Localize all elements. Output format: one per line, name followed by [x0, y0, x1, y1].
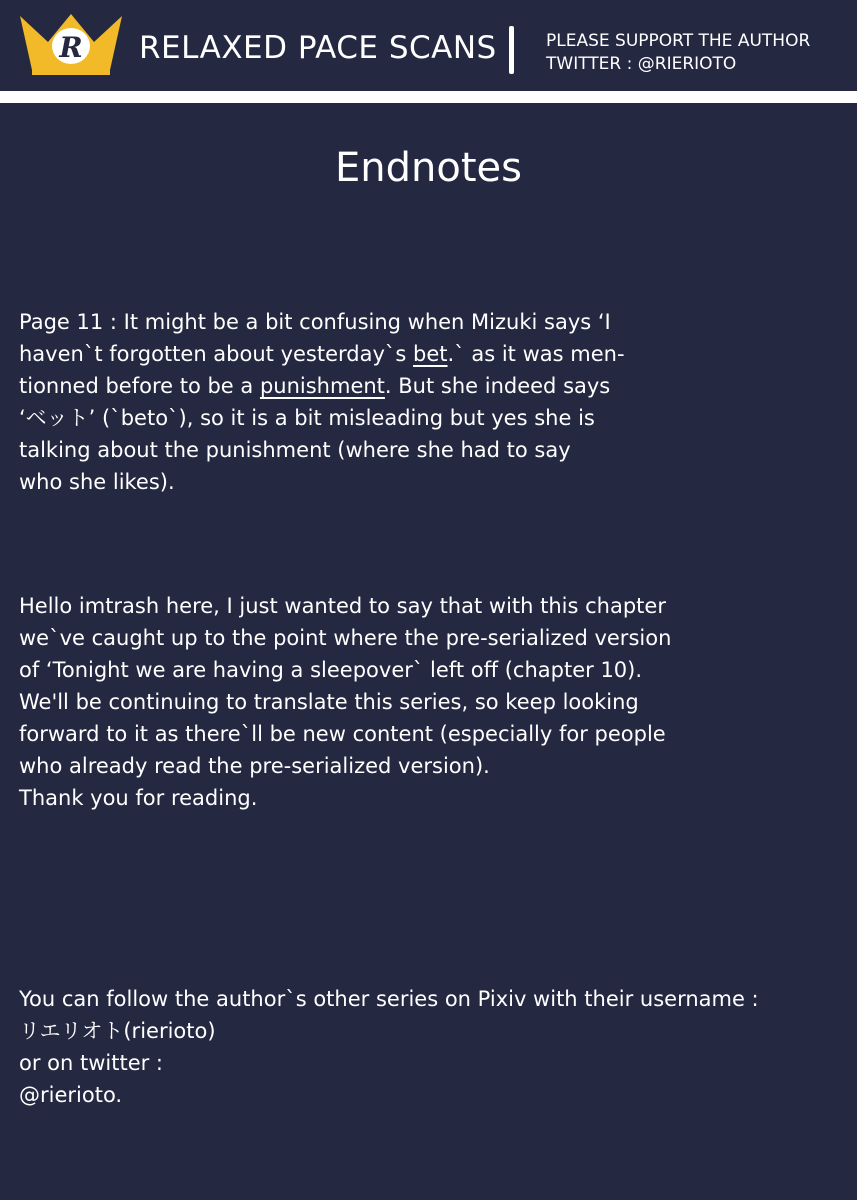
note2-line: Thank you for reading. [19, 786, 258, 810]
note1-line-3-after: . But she indeed says [384, 374, 611, 398]
note1-line-5: talking about the punishment (where she had to say [19, 438, 571, 462]
note3-line: or on twitter : [19, 1051, 164, 1075]
logo-letter: R [59, 31, 83, 64]
translator-note [19, 590, 671, 814]
underlined-bet: bet [413, 342, 448, 366]
header-divider [509, 26, 514, 74]
author-username: リエリオト(rierioto) [19, 1019, 216, 1043]
note1-line-3-before: tionned before to be a [19, 374, 260, 398]
note2-line: forward to it as there`ll be new content (especially for people [19, 722, 666, 746]
note2-line: We'll be continuing to translate this series, so keep looking [19, 690, 639, 714]
crown-logo-icon [18, 12, 124, 78]
endnote-page-11 [19, 306, 625, 498]
note1-line-2 [19, 338, 625, 370]
author-follow-note [19, 983, 759, 1111]
note2-line: we`ve caught up to the point where the pre-serialized version [19, 626, 672, 650]
note1-line-4: ‘ベット’ (`beto`), so it is a bit misleading but yes she is [19, 406, 595, 430]
note1-line-1 [19, 306, 625, 338]
note1-line-2-before: haven`t forgotten about yesterday`s [19, 342, 414, 366]
note2-line: who already read the pre-serialized version). [19, 754, 490, 778]
note1-line-1-text: It might be a bit confusing when Mizuki says ‘I [117, 310, 611, 334]
support-text [546, 30, 810, 76]
note1-line-3 [19, 370, 625, 402]
note2-line: of ‘Tonight we are having a sleepover` left off (chapter 10). [19, 658, 643, 682]
support-line-2: TWITTER : @RIERIOTO [546, 54, 737, 74]
brand-name: RELAXED PACE SCANS [139, 30, 497, 66]
page-title: Endnotes [335, 145, 522, 191]
author-twitter-handle: @rierioto. [19, 1083, 123, 1107]
header-rule [0, 91, 857, 103]
header-banner [0, 0, 857, 88]
underlined-punishment: punishment [259, 374, 385, 398]
page-label: Page 11 : [19, 310, 117, 334]
note1-line-6: who she likes). [19, 470, 175, 494]
note1-line-2-after: .` as it was men- [447, 342, 625, 366]
support-line-1: PLEASE SUPPORT THE AUTHOR [546, 31, 811, 51]
note3-line: You can follow the author`s other series on Pixiv with their username : [19, 987, 759, 1011]
note2-line: Hello imtrash here, I just wanted to say that with this chapter [19, 594, 666, 618]
